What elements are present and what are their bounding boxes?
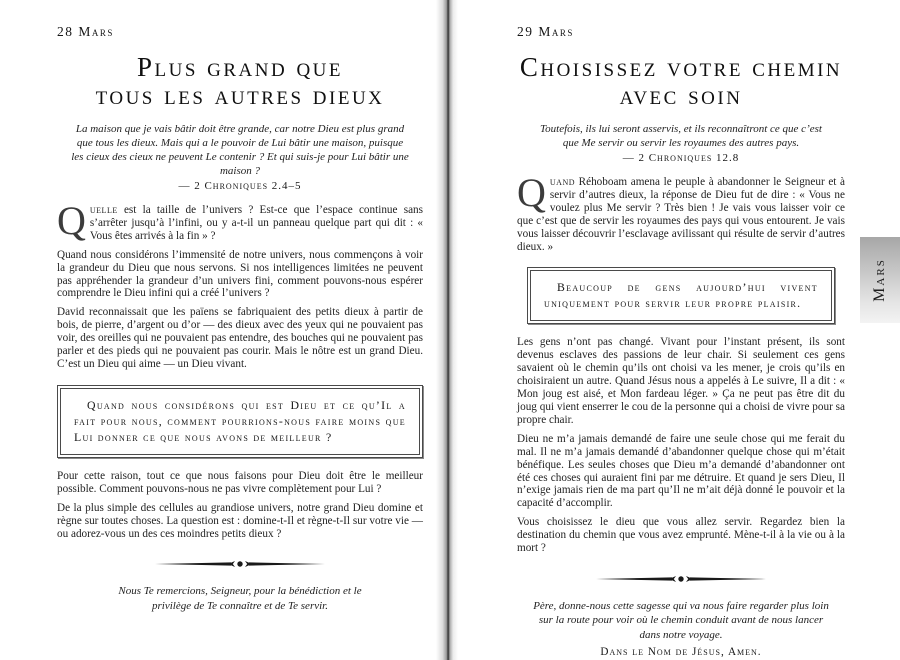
epigraph-right: Toutefois, ils lui seront asservis, et ils reconnaîtront ce que c’est que Me servir ou servir les royaumes des autres pays. bbox=[540, 123, 822, 149]
chapter-title-right bbox=[517, 53, 845, 109]
body-paragraph: Pour cette raison, tout ce que nous faisons pour Dieu doit être le meilleur possible. Comment pouvons-nous ne pas vivre complètement pour Lui ? bbox=[57, 469, 423, 495]
opening-paragraph bbox=[57, 198, 423, 243]
right-page bbox=[450, 0, 900, 660]
drop-cap: Q bbox=[517, 170, 546, 215]
callout-inner-border bbox=[60, 388, 420, 455]
opening-paragraph bbox=[517, 170, 845, 253]
scripture-reference-right: — 2 Chroniques 12.8 bbox=[622, 152, 740, 164]
body-paragraph: David reconnaissait que les païens se fabriquaient des petits dieux à partir de bois, de pierre, d’argent ou d’or — des dieux avec des yeux qui ne pouvaient pas voir, des oreilles qui ne pouvaient pas entendre, des bouches qui ne pouvaient pas parler et des pieds qui ne pouvaient pas courir. Mais le nôtre est un grand Dieu. C’est un Dieu qui aime — un Dieu vivant. bbox=[57, 306, 423, 370]
body-paragraph: Les gens n’ont pas changé. Vivant pour l’instant présent, ils sont devenus esclaves des passions de leur chair. Si seulement ces gens savaient où le chemin qu’ils ont choisi va les mener, je crois qu’ils en choisiraient un autre. Quand Jésus nous a appelés à Le suivre, Il a dit : « Mon joug est aisé, et Mon fardeau léger. » Ça ne peut pas être dit du joug qui vient enserrer le cou de la personne qui a choisi de vivre pour sa propre chair. bbox=[517, 336, 845, 426]
prayer-right: Père, donne-nous cette sagesse qui va nous faire regarder plus loin sur la route pour voir où le chemin conduit avant de nous lancer dans notre voyage. bbox=[533, 599, 829, 641]
running-head-right: 29 Mars bbox=[517, 24, 574, 39]
scripture-reference-left: — 2 Chroniques 2.4–5 bbox=[178, 180, 302, 192]
chapter-title-line1: Choisissez votre chemin bbox=[519, 52, 843, 82]
body-paragraph: De la plus simple des cellules au grandiose univers, notre grand Dieu domine et règne sur toutes choses. La question est : domine-t-Il et règne-t-Il sur votre vie — ou adorez-vous un des ces moindres petits dieux ? bbox=[57, 501, 423, 540]
running-head-left: 28 Mars bbox=[57, 24, 114, 39]
body-text-right bbox=[517, 170, 845, 555]
divider-ornament-icon bbox=[155, 559, 325, 569]
chapter-title-line2: tous les autres dieux bbox=[95, 80, 385, 110]
callout-inner-border bbox=[530, 270, 832, 321]
opening-paragraph-text: Réhoboam amena le peuple à abandonner le Seigneur et à servir d’autres dieux, la réponse de Dieu fut de dire : « Vous ne voulez plus Me servir ? Très bien ! Je vais vous laisser voir ce que c’est que de servir les royaumes des pays qui vous entourent. Je vais vous laisser découvrir l’esclavage avilissant qui résulte de servir d’autres dieux. » bbox=[517, 176, 845, 253]
chapter-title-left bbox=[57, 53, 423, 109]
callout-box bbox=[57, 385, 423, 458]
opening-paragraph-text: est la taille de l’univers ? Est-ce que l’espace continue sans s’arrêter jusqu’à l’infini, ou y a-t-il un panneau quelque part qui dit : « Vous êtes arrivés à la fin » ? bbox=[89, 204, 423, 242]
divider-ornament-icon bbox=[596, 574, 766, 584]
callout-box bbox=[527, 267, 835, 324]
prayer-left: Nous Te remercions, Seigneur, pour la bénédiction et le privilège de Te connaître et de Te servir. bbox=[118, 585, 362, 612]
chapter-title-line1: Plus grand que bbox=[136, 52, 344, 82]
body-text-left bbox=[57, 198, 423, 540]
month-tab bbox=[860, 237, 900, 323]
lead-word: uelle bbox=[89, 204, 118, 216]
chapter-title-line2: avec soin bbox=[619, 80, 743, 110]
body-paragraph: Dieu ne m’a jamais demandé de faire une seule chose qui me ferait du mal. Il ne m’a jamais demandé d’abandonner quelque chose qui m’était bénéfique. Les seules choses que Dieu m’a demandé d’abandonner ont été ces choses qui auraient fini par me détruire. Et quand je sers Dieu, Il n’exige jamais rien de ma part qu’Il ne m’ait déjà donné le pouvoir et la capacité d’accomplir. bbox=[517, 432, 845, 510]
callout-text: Quand nous considérons qui est Dieu et ce qu’Il a fait pour nous, comment pourrions-nous faire moins que Lui donner ce que nous avons de meilleur ? bbox=[74, 397, 406, 444]
body-paragraph: Quand nous considérons l’immensité de notre univers, nous commençons à voir la grandeur du Dieu que nous servons. Si nos intelligences limitées ne peuvent pas appréhender la grandeur d’un univers fini, comment pouvons-nous espérer comprendre le Dieu infini qui a créé l’univers ? bbox=[57, 248, 423, 300]
body-paragraph: Vous choisissez le dieu que vous allez servir. Regardez bien la destination du chemin que vous avez emprunté. Mène-t-il à la vie ou à la mort ? bbox=[517, 516, 845, 555]
month-tab-label: Mars bbox=[871, 258, 888, 302]
lead-word: uand bbox=[549, 176, 575, 188]
callout-text: Beaucoup de gens aujourd’hui vivent uniquement pour servir leur propre plaisir. bbox=[544, 280, 818, 311]
epigraph-left: La maison que je vais bâtir doit être grande, car notre Dieu est plus grand que tous les dieux. Mais qui a le pouvoir de Lui bâtir une maison, puisque les cieux des cieux ne peuvent Le contenir ? Et qui suis-je pour Lui bâtir une maison ? bbox=[71, 123, 409, 177]
prayer-closing: Dans le Nom de Jésus, Amen. bbox=[600, 646, 762, 659]
drop-cap: Q bbox=[57, 198, 86, 243]
section-divider bbox=[517, 571, 845, 589]
section-divider bbox=[57, 556, 423, 574]
